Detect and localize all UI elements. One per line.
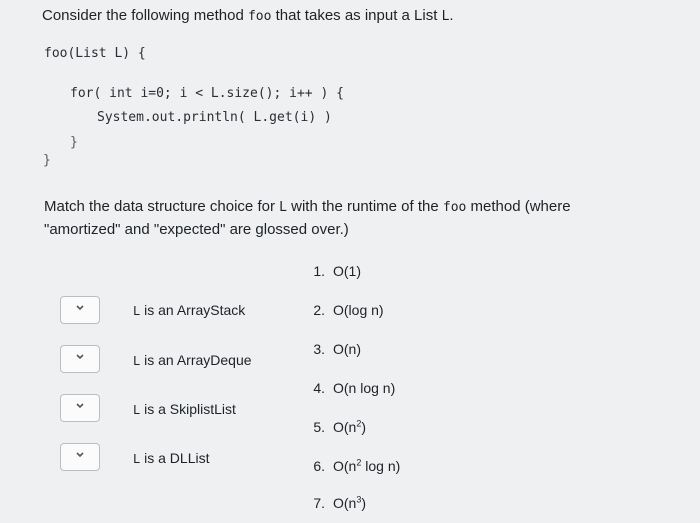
answer-option-5: 5. $O(n^2)$ — [313, 418, 367, 435]
instruction-text: Match the data structure choice for L with the runtime of the foo method (where "amortized" and "expected" are glossed over.) — [44, 198, 571, 238]
match-dropdown-arraystack[interactable] — [60, 296, 100, 324]
chevron-down-icon — [74, 448, 86, 460]
code-line-signature: foo(List L) { — [44, 46, 146, 61]
item-label-skiplistlist: L is a SkiplistList — [133, 401, 236, 417]
item-label-arraystack: L is an ArrayStack — [133, 302, 246, 318]
item-label-dllist: L is a DLList — [133, 450, 210, 466]
match-dropdown-dllist[interactable] — [60, 443, 100, 471]
code-line-println: System.out.println( L.get(i) ) — [97, 110, 332, 125]
match-dropdown-skiplistlist[interactable] — [60, 394, 100, 422]
answer-option-2: 2. O(log n) — [313, 302, 384, 318]
match-dropdown-arraydeque[interactable] — [60, 345, 100, 373]
answer-option-3: 3. O(n) — [313, 341, 361, 357]
answer-option-6: 6. $O(n^2$ log n) — [313, 457, 401, 474]
answer-option-7: 7. $O(n^3)$ — [313, 494, 367, 511]
answer-option-4: 4. O(n log n) — [313, 380, 396, 396]
code-line-close-for: } — [70, 135, 78, 150]
answer-option-1: 1. O(1) — [313, 263, 361, 279]
item-label-arraydeque: L is an ArrayDeque — [133, 352, 252, 368]
code-line-close-method: } — [43, 153, 51, 168]
chevron-down-icon — [74, 350, 86, 362]
chevron-down-icon — [74, 399, 86, 411]
question-prompt: Consider the following method foo that takes as input a List L. — [42, 7, 454, 24]
code-line-for: for( int i=0; i < L.size(); i++ ) { — [70, 86, 344, 101]
chevron-down-icon — [74, 301, 86, 313]
